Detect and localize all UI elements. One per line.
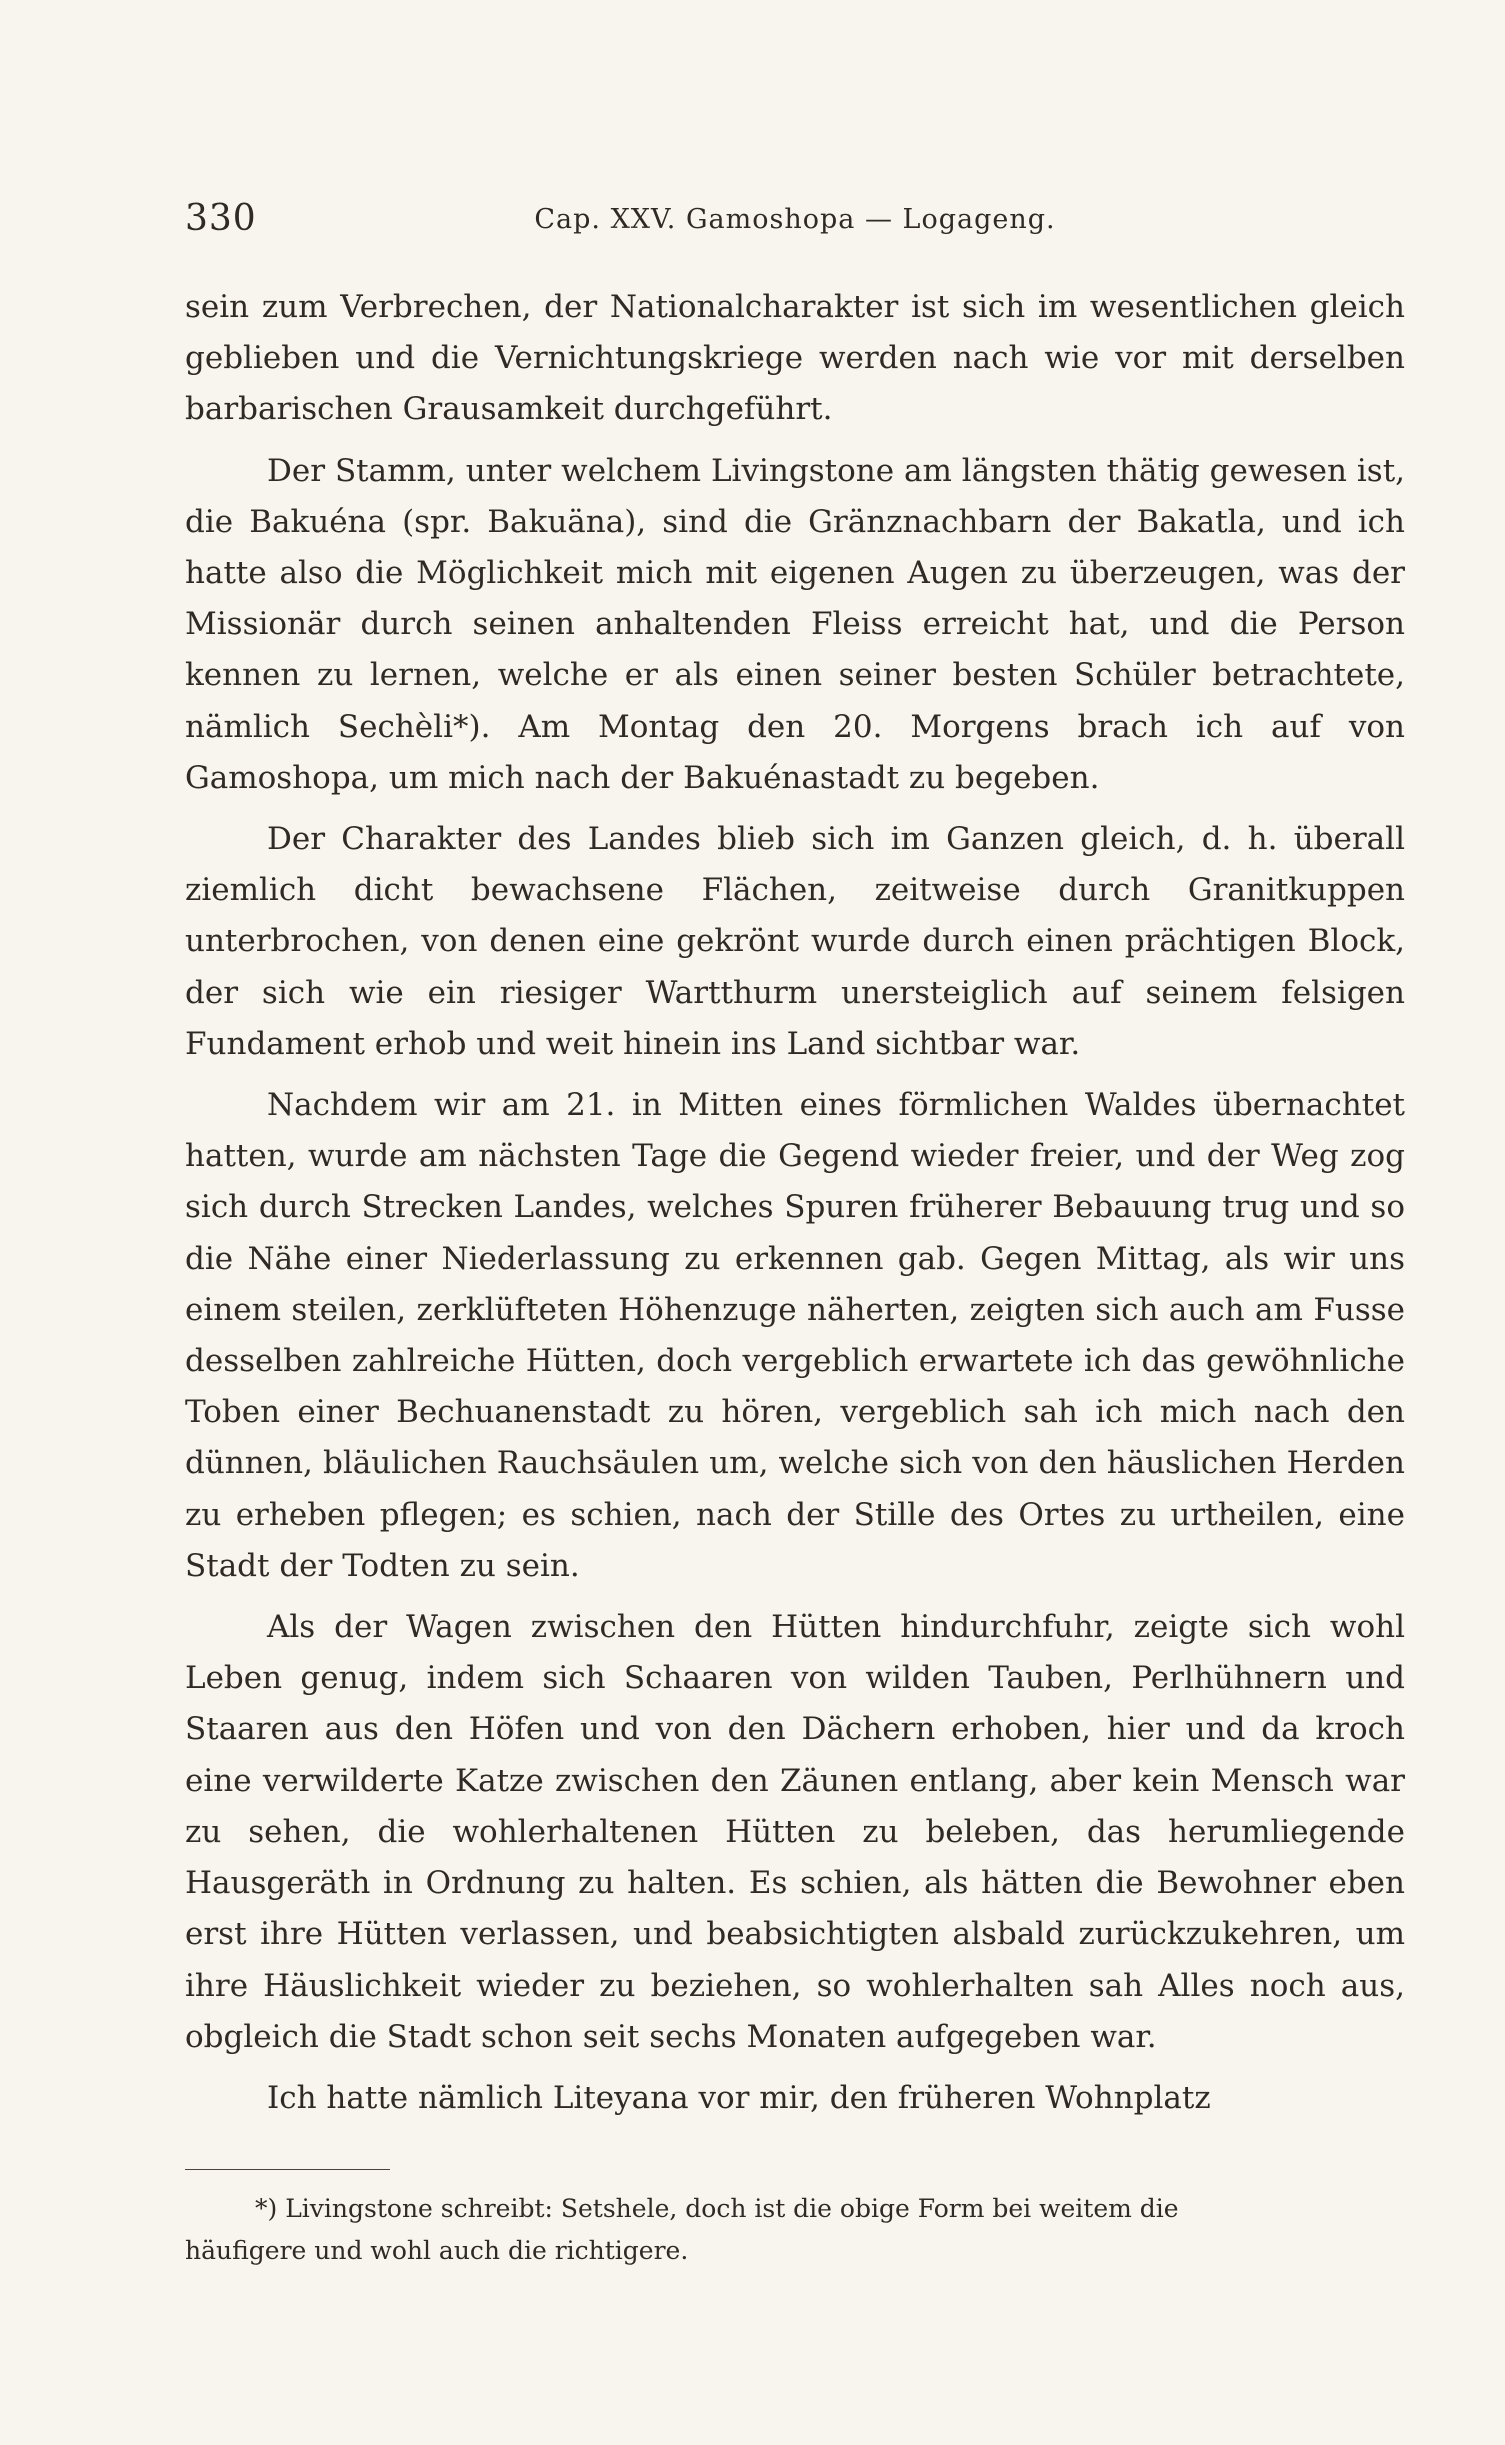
paragraph-continuation: sein zum Verbrechen, der Nationalcharakter ist sich im wesentlichen gleich geblieben und die Vernichtungskriege werden nach wie vor mit derselben barbarischen Grausamkeit durchgeführt. xyxy=(185,289,1405,428)
running-title: Cap. XXV. Gamoshopa — Logageng. xyxy=(534,204,1056,235)
running-head xyxy=(185,198,1405,240)
footnote xyxy=(185,2188,1405,2272)
paragraph: Der Charakter des Landes blieb sich im Ganzen gleich, d. h. überall ziemlich dicht bewachsene Flächen, zeitweise durch Granitkuppen unterbrochen, von denen eine gekrönt wurde durch einen prächtigen Block, der sich wie ein riesiger Wartthurm unersteiglich auf seinem felsigen Fundament erhob und weit hinein ins Land sichtbar war. xyxy=(185,821,1405,1062)
book-page xyxy=(185,198,1405,2272)
footnote-line: *) Livingstone schreibt: Setshele, doch ist die obige Form bei weitem die xyxy=(255,2194,1179,2224)
paragraph: Als der Wagen zwischen den Hütten hindurchfuhr, zeigte sich wohl Leben genug, indem sich Schaaren von wilden Tauben, Perlhühnern und Staaren aus den Höfen und von den Dächern erhoben, hier und da kroch eine verwilderte Katze zwischen den Zäunen entlang, aber kein Mensch war zu sehen, die wohlerhaltenen Hütten zu beleben, das herumliegende Hausgeräth in Ordnung zu halten. Es schien, als hätten die Bewohner eben erst ihre Hütten verlassen, und beabsichtigten alsbald zurückzukehren, um ihre Häuslichkeit wieder zu beziehen, so wohlerhalten sah Alles noch aus, obgleich die Stadt schon seit sechs Monaten aufgegeben war. xyxy=(185,1609,1405,2055)
paragraph: Ich hatte nämlich Liteyana vor mir, den früheren Wohnplatz xyxy=(267,2079,1211,2116)
footnote-line: häufigere und wohl auch die richtigere. xyxy=(185,2236,689,2266)
paragraph: Der Stamm, unter welchem Livingstone am längsten thätig gewesen ist, die Bakuéna (spr. Bakuäna), sind die Gränznachbarn der Bakatla, und ich hatte also die Möglichkeit mich mit eigenen Augen zu überzeugen, was der Missionär durch seinen anhaltenden Fleiss erreicht hat, und die Person kennen zu lernen, welche er als einen seiner besten Schüler betrachtete, nämlich Sechèli*). Am Montag den 20. Morgens brach ich auf von Gamoshopa, um mich nach der Bakuénastadt zu begeben. xyxy=(185,452,1405,796)
paragraph: Nachdem wir am 21. in Mitten eines förmlichen Waldes übernachtet hatten, wurde am nächsten Tage die Gegend wieder freier, und der Weg zog sich durch Strecken Landes, welches Spuren früherer Bebauung trug und so die Nähe einer Niederlassung zu erkennen gab. Gegen Mittag, als wir uns einem steilen, zerklüfteten Höhenzuge näherten, zeigten sich auch am Fusse desselben zahlreiche Hütten, doch vergeblich erwartete ich das gewöhnliche Toben einer Bechuanenstadt zu hören, vergeblich sah ich mich nach den dünnen, bläulichen Rauchsäulen um, welche sich von den häuslichen Herden zu erheben pflegen; es schien, nach der Stille des Ortes zu urtheilen, eine Stadt der Todten zu sein. xyxy=(185,1087,1405,1584)
footnote-rule xyxy=(185,2169,390,2170)
body-text xyxy=(185,282,1405,2124)
page-number: 330 xyxy=(185,198,257,239)
